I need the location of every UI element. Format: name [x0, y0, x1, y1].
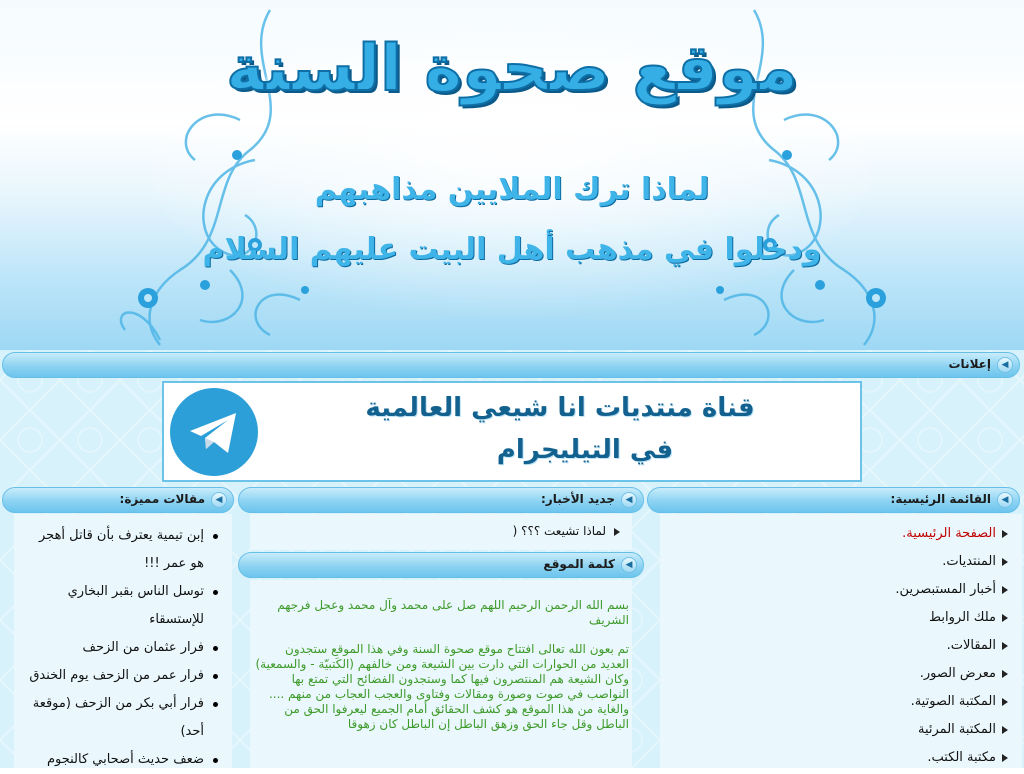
main-menu-item-label: مكتبة الكتب.: [927, 750, 996, 765]
main-menu-item[interactable]: [927, 750, 1008, 765]
main-menu-header: [647, 487, 1020, 513]
main-menu-header-label: القائمة الرئيسية:: [890, 492, 991, 506]
featured-article-link[interactable]: توسل الناس بقبر البخاري للإستسقاء: [24, 578, 204, 634]
featured-article-link[interactable]: فرار أبي بكر من الزحف (موقعة أحد): [24, 690, 204, 746]
news-item[interactable]: لماذا تشيعت ؟؟؟ (: [512, 524, 606, 538]
site-title: موقع صحوة السنة: [226, 32, 798, 106]
main-menu-item-label: المنتديات.: [942, 554, 996, 569]
featured-article-link[interactable]: ضعف حديث أصحابي كالنجوم: [24, 746, 204, 774]
arrow-icon: [1002, 698, 1008, 706]
main-menu-item[interactable]: [902, 526, 1008, 541]
main-menu-item-label: أخبار المستبصرين.: [895, 582, 996, 597]
telegram-ad-banner[interactable]: [162, 381, 862, 482]
arrow-icon: [1002, 530, 1008, 538]
main-menu-item[interactable]: [929, 610, 1008, 625]
arrow-icon: [1002, 558, 1008, 566]
featured-header-label: مقالات مميزة:: [119, 492, 205, 506]
arrow-icon: [1002, 670, 1008, 678]
telegram-icon: [168, 386, 260, 478]
site-word-header: [238, 552, 644, 578]
main-menu-item[interactable]: [947, 638, 1008, 653]
main-menu-item[interactable]: [942, 554, 1008, 569]
arrow-icon: [1002, 614, 1008, 622]
site-word-intro: بسم الله الرحمن الرحيم اللهم صل على محمد وآل محمد وعجل فرجهم الشريف: [277, 598, 629, 627]
header-banner: [0, 0, 1024, 350]
featured-panel: [14, 514, 232, 768]
chevron-left-icon: ◀: [211, 492, 227, 508]
ads-header-label: إعلانات: [948, 357, 991, 371]
site-word-body: تم بعون الله تعالى افتتاح موقع صحوة السنة وفي هذا الموقع ستجدون العديد من الحوارات التي دارت بين الشيعة ومن خالفهم (الكَتبيّة - والسمعية) وكان الشيعة هم المنتصرون فيها كما وستجدون الفضائح التي تمتع بها النواصب في صوت وصورة ومقالات وفتاوى والعجب العجاب من منهم .... والغاية من هذا الموقع هو كشف الحقائق أمام الجميع ليعرفوا الحق من الباطل وقل جاء الحق وزهق الباطل إن الباطل كان زهوقا: [255, 642, 629, 731]
main-menu-item-label: المقالات.: [946, 638, 996, 653]
ad-line-2: في التيليجرام: [496, 435, 674, 465]
main-menu-panel: [660, 514, 1022, 768]
arrow-icon: [1002, 642, 1008, 650]
featured-article-link[interactable]: فرار عثمان من الزحف: [24, 634, 204, 662]
main-menu-item-label: المكتبة الصوتية.: [910, 694, 996, 709]
site-subtitle-2: ودخلوا في مذهب أهل البيت عليهم السلام: [202, 232, 822, 267]
featured-header: [2, 487, 234, 513]
main-menu-item-label: الصفحة الرئيسية.: [902, 526, 996, 541]
arrow-icon: [1002, 726, 1008, 734]
main-menu-item[interactable]: [911, 694, 1008, 709]
ad-line-1: قناة منتديات انا شيعي العالمية: [365, 393, 755, 423]
chevron-left-icon: ◀: [621, 492, 637, 508]
main-menu-item-label: معرض الصور.: [919, 666, 996, 681]
news-header: [238, 487, 644, 513]
main-menu-item[interactable]: [895, 582, 1008, 597]
news-panel: [250, 514, 632, 550]
news-header-label: جديد الأخبار:: [540, 492, 615, 506]
site-subtitle-1: لماذا ترك الملايين مذاهبهم: [314, 172, 710, 207]
chevron-left-icon: ◀: [997, 357, 1013, 373]
chevron-left-icon: ◀: [621, 557, 637, 573]
ads-header: [2, 352, 1020, 378]
arrow-icon: [1002, 754, 1008, 762]
site-word-header-label: كلمة الموقع: [543, 557, 615, 571]
main-menu-item-label: ملك الروابط: [929, 610, 996, 625]
arrow-icon: [1002, 586, 1008, 594]
arrow-icon: [614, 528, 620, 536]
main-menu-item[interactable]: [920, 666, 1008, 681]
featured-article-link[interactable]: إبن تيمية يعترف بأن قاتل أهجر هو عمر !!!: [24, 522, 204, 578]
main-menu-item[interactable]: [918, 722, 1008, 737]
main-menu-item-label: المكتبة المرئية: [918, 722, 996, 737]
featured-article-link[interactable]: فرار عمر من الزحف يوم الخندق: [24, 662, 204, 690]
chevron-left-icon: ◀: [997, 492, 1013, 508]
